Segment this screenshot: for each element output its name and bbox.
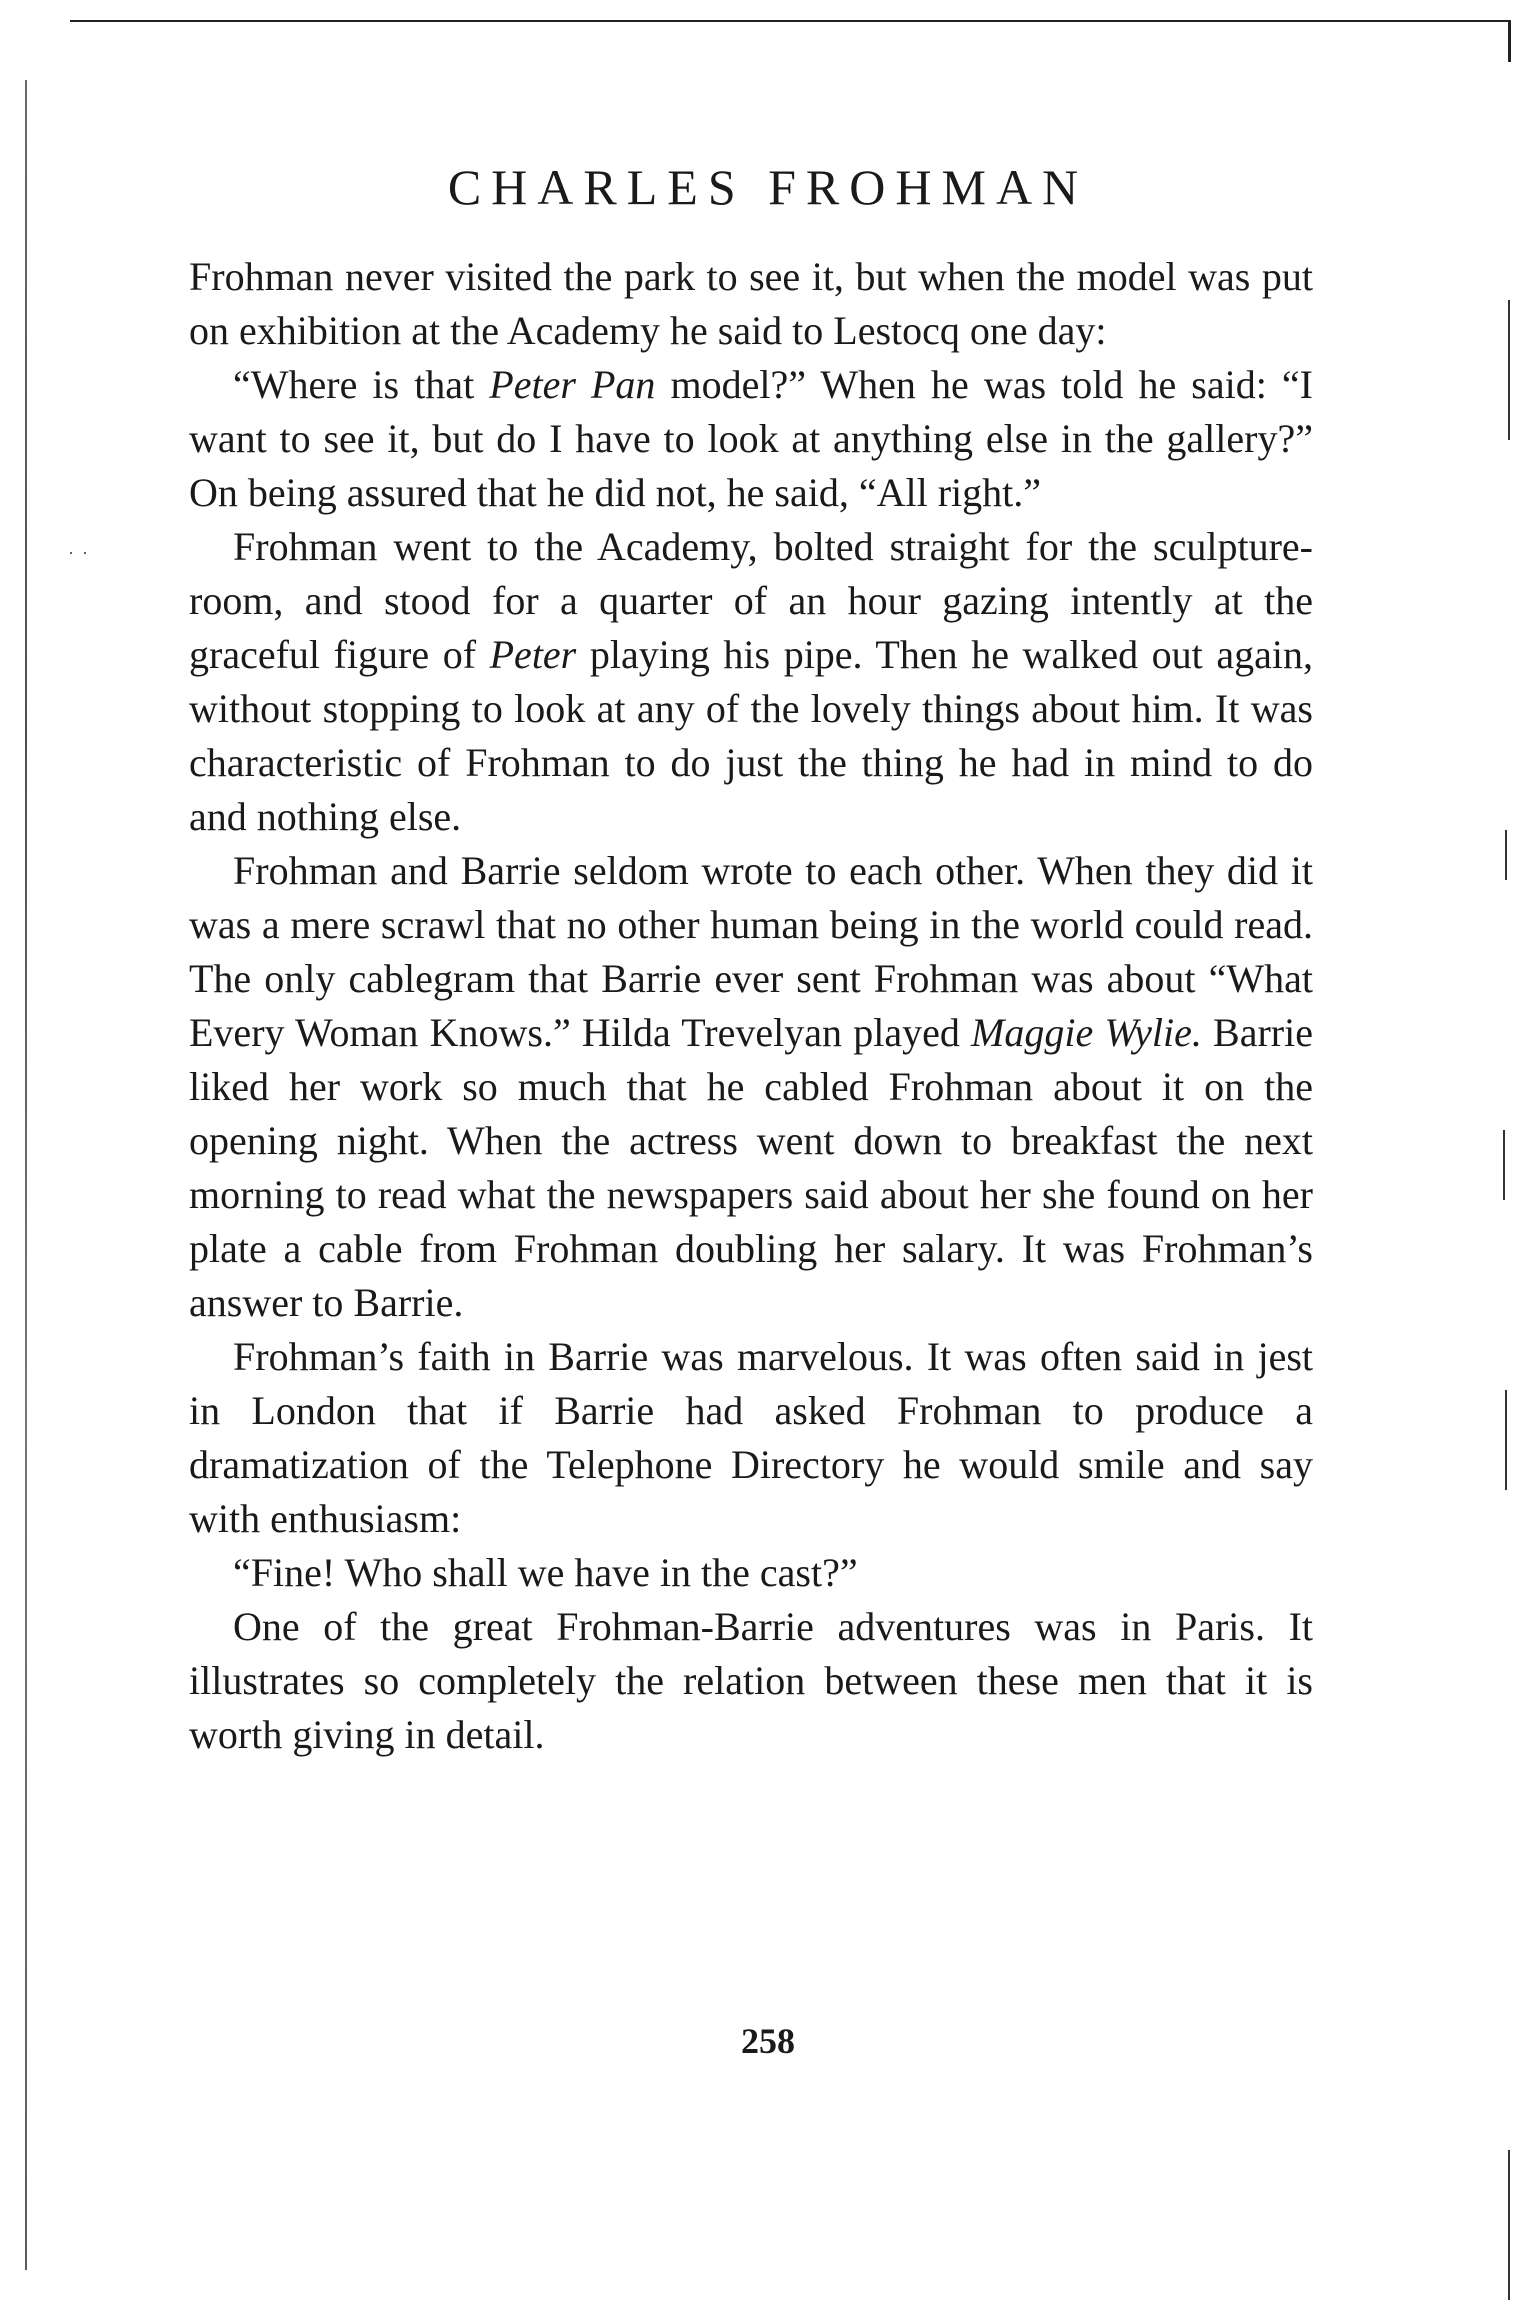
text-run: Frohman and Barrie seldom wrote to each other. When they did it was a mere scrawl that no other human being in the world could read. The only cablegram that Barrie ever sent Frohman was about “What Every Woman Knows.” Hilda Trevelyan played: [189, 848, 1313, 1055]
paragraph: [189, 844, 1313, 1330]
italic-text: Peter: [489, 632, 577, 677]
right-scan-mark: [1508, 2150, 1510, 2300]
top-rule: [70, 20, 1510, 22]
right-scan-mark: [1505, 830, 1507, 880]
italic-text: Maggie Wylie.: [971, 1010, 1202, 1055]
text-run: model?” When he was told he said: “I want to see it, but do I have to look at anything else in the gallery?” On being assured that he did not, he said, “All right.”: [189, 362, 1314, 515]
italic-text: Peter Pan: [489, 362, 656, 407]
right-scan-mark: [1503, 1130, 1505, 1200]
paragraph: [189, 520, 1313, 844]
text-run: Frohman’s faith in Barrie was marvelous. It was often said in jest in London that if Barrie had asked Frohman to produce a dramatization of the Telephone Directory he would smile and say with enthusiasm:: [189, 1334, 1313, 1541]
right-scan-mark: [1508, 300, 1510, 440]
margin-dots: ··: [68, 543, 96, 563]
paragraph: [189, 1600, 1313, 1762]
text-run: Frohman never visited the park to see it, but when the model was put on exhibition at the Academy he said to Lestocq one day:: [189, 254, 1313, 353]
body-text: [189, 250, 1313, 1762]
left-scan-edge: [25, 80, 27, 2270]
text-run: “Where is that: [233, 362, 490, 407]
text-run: One of the great Frohman-Barrie adventures was in Paris. It illustrates so completely the relation between these men that it is worth giving in detail.: [189, 1604, 1313, 1757]
page-number: 258: [741, 2021, 795, 2061]
text-run: Frohman went to the Academy, bolted straight for the sculpture-room, and stood for a quarter of an hour gazing intently at the graceful figure of: [189, 524, 1313, 677]
paragraph: [189, 1546, 1313, 1600]
paragraph: [189, 358, 1313, 520]
running-head: CHARLES FROHMAN: [447, 159, 1089, 215]
top-rule-corner: [1508, 20, 1511, 62]
paragraph: [189, 1330, 1313, 1546]
text-run: playing his pipe. Then he walked out again, without stopping to look at any of the lovely things about him. It was characteristic of Frohman to do just the thing he had in mind to do and nothing else.: [189, 632, 1313, 839]
text-run: Barrie liked her work so much that he cabled Frohman about it on the opening night. When the actress went down to breakfast the next morning to read what the newspapers said about her she found on her plate a cable from Frohman doubling her salary. It was Frohman’s answer to Barrie.: [189, 1010, 1313, 1325]
text-run: “Fine! Who shall we have in the cast?”: [233, 1550, 858, 1595]
paragraph: [189, 250, 1313, 358]
right-scan-mark: [1505, 1390, 1507, 1490]
